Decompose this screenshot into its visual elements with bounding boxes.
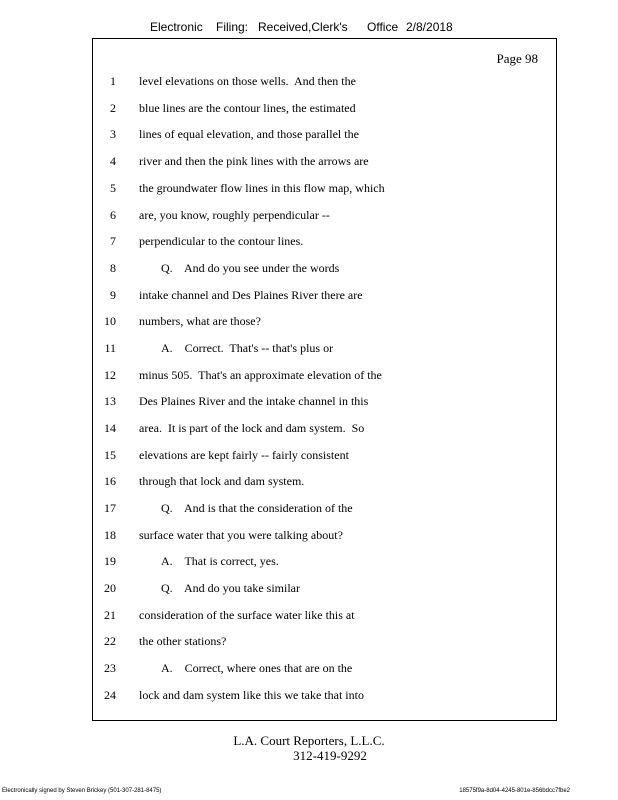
transcript-line (93, 101, 556, 119)
line-number: 23 (104, 661, 116, 675)
filing-header-received: Received,Clerk's (258, 20, 348, 34)
transcript-line (93, 448, 556, 466)
filing-header-filing: Filing: (216, 20, 249, 34)
line-text: lock and dam system like this we take that into (139, 688, 364, 702)
line-number: 15 (104, 448, 116, 462)
line-number: 2 (110, 101, 116, 115)
line-number: 16 (104, 474, 116, 488)
line-text: lines of equal elevation, and those parallel the (139, 127, 359, 141)
line-number: 1 (110, 74, 116, 88)
transcript-line (93, 688, 556, 706)
transcript-line (93, 288, 556, 306)
line-number: 22 (104, 634, 116, 648)
line-number: 12 (104, 368, 116, 382)
line-text: are, you know, roughly perpendicular -- (139, 208, 330, 222)
transcript-line (93, 661, 556, 679)
line-text: minus 505. That's an approximate elevation of the (139, 368, 382, 382)
line-number: 9 (110, 288, 116, 302)
line-text: Q. And is that the consideration of the (161, 501, 353, 515)
transcript-line (93, 554, 556, 572)
transcript-line (93, 154, 556, 172)
transcript-line (93, 421, 556, 439)
document-hash: 18575f9a-8d04-4245-801e-856bdcc7fbe2 (459, 788, 570, 794)
filing-header-electronic: Electronic (150, 20, 203, 34)
line-number: 18 (104, 528, 116, 542)
line-number: 17 (104, 501, 116, 515)
line-number: 14 (104, 421, 116, 435)
line-text: A. Correct, where ones that are on the (161, 661, 353, 675)
reporter-phone: 312-419-9292 (293, 748, 367, 763)
line-number: 10 (104, 314, 116, 328)
line-number: 20 (104, 581, 116, 595)
line-text: surface water that you were talking about? (139, 528, 343, 542)
transcript-line (93, 581, 556, 599)
line-number: 8 (110, 261, 116, 275)
line-text: river and then the pink lines with the arrows are (139, 154, 369, 168)
transcript-line (93, 234, 556, 252)
transcript-line (93, 501, 556, 519)
reporter-company: L.A. Court Reporters, L.L.C. (233, 733, 385, 748)
transcript-line (93, 608, 556, 626)
filing-header-office: Office (367, 20, 399, 34)
line-text: Q. And do you see under the words (161, 261, 340, 275)
line-number: 7 (110, 234, 116, 248)
signature-note: Electronically signed by Steven Brickey (501-307-281-8475) (2, 788, 162, 794)
line-text: numbers, what are those? (139, 314, 261, 328)
line-text: area. It is part of the lock and dam system. So (139, 421, 365, 435)
line-text: blue lines are the contour lines, the estimated (139, 101, 356, 115)
line-text: A. Correct. That's -- that's plus or (161, 341, 334, 355)
transcript-line (93, 634, 556, 652)
line-text: through that lock and dam system. (139, 474, 305, 488)
line-text: Q. And do you take similar (161, 581, 300, 595)
line-text: consideration of the surface water like this at (139, 608, 355, 622)
reporter-footer (0, 733, 618, 763)
transcript-line (93, 528, 556, 546)
transcript-line (93, 368, 556, 386)
line-text: intake channel and Des Plaines River there are (139, 288, 363, 302)
line-number: 6 (110, 208, 116, 222)
line-text: level elevations on those wells. And then the (139, 74, 356, 88)
line-text: Des Plaines River and the intake channel in this (139, 394, 369, 408)
line-text: the other stations? (139, 634, 227, 648)
transcript-line (93, 261, 556, 279)
line-number: 11 (104, 341, 116, 355)
line-text: perpendicular to the contour lines. (139, 234, 304, 248)
transcript-line (93, 181, 556, 199)
transcript-line (93, 314, 556, 332)
line-number: 24 (104, 688, 116, 702)
transcript-line (93, 127, 556, 145)
line-text: elevations are kept fairly -- fairly consistent (139, 448, 349, 462)
transcript-line (93, 341, 556, 359)
line-text: A. That is correct, yes. (161, 554, 279, 568)
line-number: 5 (110, 181, 116, 195)
line-number: 13 (104, 394, 116, 408)
page-number: Page 98 (496, 51, 538, 66)
transcript-line (93, 208, 556, 226)
filing-header-date: 2/8/2018 (406, 20, 453, 34)
line-text: the groundwater flow lines in this flow map, which (139, 181, 385, 195)
transcript-line (93, 74, 556, 92)
transcript-line (93, 394, 556, 412)
transcript-line (93, 474, 556, 492)
line-number: 3 (110, 127, 116, 141)
line-number: 21 (104, 608, 116, 622)
transcript-page-frame (92, 38, 557, 721)
line-number: 19 (104, 554, 116, 568)
line-number: 4 (110, 154, 116, 168)
